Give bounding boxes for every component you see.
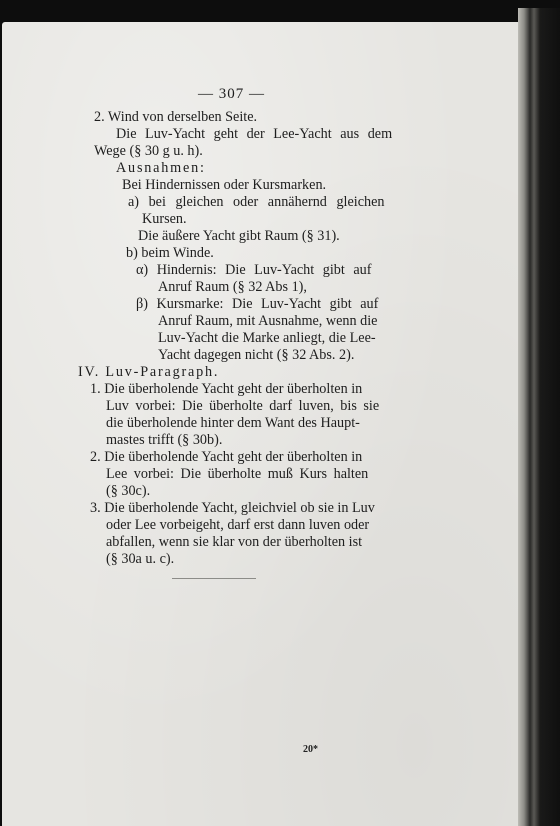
text-line: Kursen. bbox=[142, 211, 187, 227]
text-line: oder Lee vorbeigeht, darf erst dann luven oder bbox=[106, 517, 370, 533]
text-line: Anruf Raum, mit Ausnahme, wenn die bbox=[158, 313, 378, 329]
text-line: Luv vorbei: Die überholte darf luven, bis sie bbox=[106, 398, 380, 414]
text-line: Luv-Yacht die Marke anliegt, die Lee- bbox=[158, 330, 376, 346]
text-line: Die Luv-Yacht geht der Lee-Yacht aus dem bbox=[116, 126, 393, 142]
text-line: Bei Hindernissen oder Kursmarken. bbox=[122, 177, 327, 193]
text-line: mastes trifft (§ 30b). bbox=[106, 432, 223, 448]
text-line: abfallen, wenn sie klar von der überholten ist bbox=[106, 534, 363, 550]
text-line: α) Hindernis: Die Luv-Yacht gibt auf bbox=[136, 262, 372, 278]
page-number-header: — 307 — bbox=[198, 86, 265, 102]
text-line: 2. Wind von derselben Seite. bbox=[94, 109, 258, 125]
text-line: 2. Die überholende Yacht geht der überholten in bbox=[90, 449, 363, 465]
text-line: IV. Luv-Paragraph. bbox=[78, 364, 220, 380]
text-line: Yacht dagegen nicht (§ 32 Abs. 2). bbox=[158, 347, 355, 363]
text-line: (§ 30a u. c). bbox=[106, 551, 175, 567]
text-line: a) bei gleichen oder annähernd gleichen bbox=[128, 194, 385, 210]
text-line: Die äußere Yacht gibt Raum (§ 31). bbox=[138, 228, 340, 244]
text-line: (§ 30c). bbox=[106, 483, 151, 499]
text-line: Ausnahmen: bbox=[116, 160, 206, 176]
text-line: Wege (§ 30 g u. h). bbox=[94, 143, 203, 159]
signature-mark: 20* bbox=[303, 744, 318, 755]
section-divider bbox=[172, 578, 256, 579]
text-line: 3. Die überholende Yacht, gleichviel ob sie in Luv bbox=[90, 500, 375, 516]
text-line: 1. Die überholende Yacht geht der überholten in bbox=[90, 381, 363, 397]
text-line: b) beim Winde. bbox=[126, 245, 214, 261]
text-line: Lee vorbei: Die überholte muß Kurs halten bbox=[106, 466, 369, 482]
text-line: die überholende hinter dem Want des Haupt- bbox=[106, 415, 360, 431]
text-line: β) Kursmarke: Die Luv-Yacht gibt auf bbox=[136, 296, 379, 312]
text-line: Anruf Raum (§ 32 Abs 1), bbox=[158, 279, 307, 295]
book-spine-edge bbox=[518, 8, 560, 826]
